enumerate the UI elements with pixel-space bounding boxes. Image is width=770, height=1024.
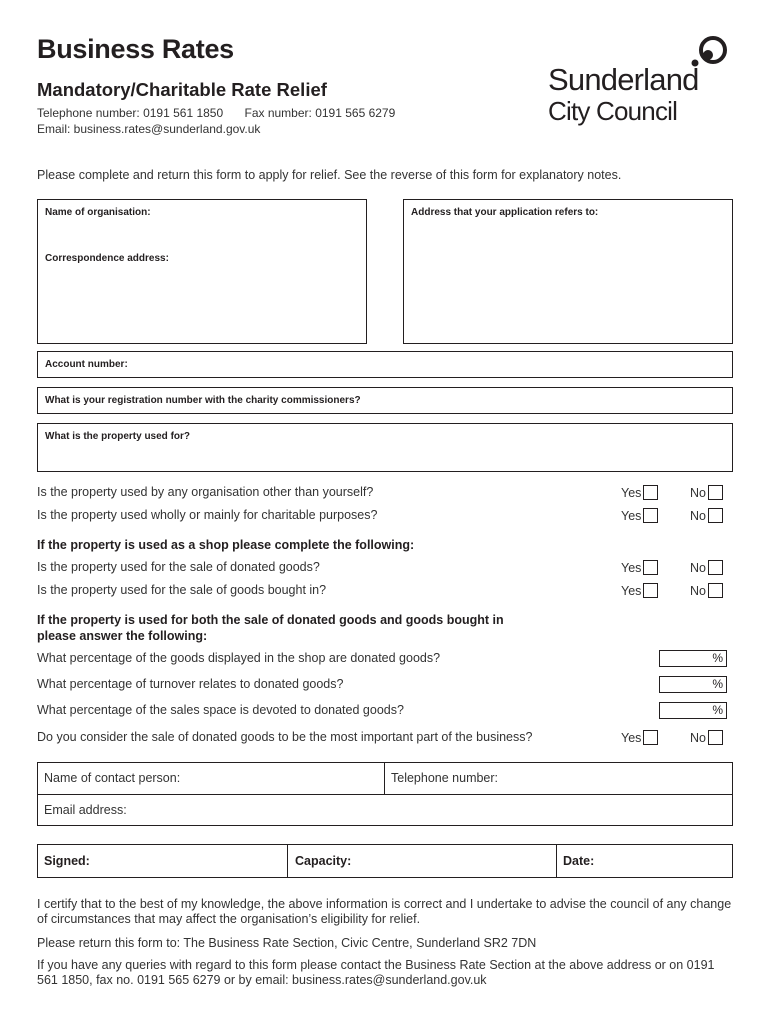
q8-yes[interactable] — [621, 730, 658, 745]
question-pct-goods-displayed: What percentage of the goods displayed in the shop are donated goods? — [37, 651, 441, 665]
organisation-box[interactable] — [37, 199, 367, 344]
q2-yes[interactable] — [621, 508, 658, 523]
logo-line-2: City Council — [548, 96, 678, 126]
certification-text: I certify that to the best of my knowledge, the above information is correct and I undertake to advise the council of any change of circumstances that may affect the organisation’s eligibility for relief. — [37, 897, 732, 926]
sunderland-logo — [548, 36, 738, 126]
page-title: Business Rates — [37, 34, 234, 64]
header-telephone: Telephone number: 0191 561 1850 — [37, 106, 224, 120]
question-pct-turnover: What percentage of turnover relates to donated goods? — [37, 677, 344, 691]
shop-section-heading: If the property is used as a shop please complete the following: — [37, 538, 415, 552]
both-section-heading-1: If the property is used for both the sale of donated goods and goods bought in — [37, 613, 504, 627]
account-number-label: Account number: — [45, 359, 128, 370]
queries-text: If you have any queries with regard to this form please contact the Business Rate Section at the above address or on 0191 561 1850, fax no. 0191 565 6279 or by email: business.rates@sunderland.gov.uk — [37, 958, 715, 987]
q8-yes-checkbox[interactable] — [643, 730, 658, 745]
q3-yes[interactable] — [621, 560, 658, 575]
no-label: No — [690, 584, 706, 598]
question-most-important-part: Do you consider the sale of donated goods to be the most important part of the business? — [37, 730, 533, 744]
signature-divider-2 — [556, 844, 557, 878]
application-address-label: Address that your application refers to: — [411, 207, 599, 218]
pct-sales-space-input[interactable]: % — [659, 702, 727, 719]
correspondence-address-label: Correspondence address: — [45, 253, 169, 264]
contact-telephone-field[interactable]: Telephone number: — [391, 771, 499, 785]
contact-name-field[interactable]: Name of contact person: — [44, 771, 181, 785]
header-contact-phone-fax — [37, 106, 413, 120]
registration-number-field[interactable] — [37, 387, 733, 414]
question-goods-bought-in: Is the property used for the sale of goods bought in? — [37, 583, 327, 597]
yes-label: Yes — [621, 731, 642, 745]
name-of-organisation-label: Name of organisation: — [45, 207, 151, 218]
no-label: No — [690, 486, 706, 500]
q1-yes[interactable] — [621, 485, 658, 500]
q4-no-checkbox[interactable] — [708, 583, 723, 598]
application-address-box[interactable] — [403, 199, 733, 344]
pct-goods-displayed-input[interactable]: % — [659, 650, 727, 667]
property-use-label: What is the property used for? — [45, 431, 191, 442]
signature-divider-1 — [287, 844, 288, 878]
q2-no-checkbox[interactable] — [708, 508, 723, 523]
capacity-field[interactable]: Capacity: — [295, 854, 352, 868]
no-label: No — [690, 509, 706, 523]
q3-no[interactable] — [690, 560, 723, 575]
question-pct-sales-space: What percentage of the sales space is devoted to donated goods? — [37, 703, 404, 717]
question-other-organisation: Is the property used by any organisation other than yourself? — [37, 485, 374, 499]
q2-yes-checkbox[interactable] — [643, 508, 658, 523]
yes-label: Yes — [621, 509, 642, 523]
q3-no-checkbox[interactable] — [708, 560, 723, 575]
page-subtitle: Mandatory/Charitable Rate Relief — [37, 79, 327, 100]
header-fax: Fax number: 0191 565 6279 — [244, 106, 396, 120]
intro-text: Please complete and return this form to apply for relief. See the reverse of this form for explanatory notes. — [37, 168, 622, 182]
q1-yes-checkbox[interactable] — [643, 485, 658, 500]
yes-label: Yes — [621, 584, 642, 598]
date-field[interactable]: Date: — [563, 854, 595, 868]
yes-label: Yes — [621, 561, 642, 575]
pct-turnover-input[interactable]: % — [659, 676, 727, 693]
logo-line-1: Sunderland — [548, 62, 699, 97]
registration-number-label: What is your registration number with the charity commissioners? — [45, 395, 361, 406]
no-label: No — [690, 561, 706, 575]
yes-label: Yes — [621, 486, 642, 500]
q8-no[interactable] — [690, 730, 723, 745]
q2-no[interactable] — [690, 508, 723, 523]
header-email: Email: business.rates@sunderland.gov.uk — [37, 122, 261, 136]
return-instructions: Please return this form to: The Business Rate Section, Civic Centre, Sunderland SR2 7DN — [37, 936, 537, 950]
q8-no-checkbox[interactable] — [708, 730, 723, 745]
signed-field[interactable]: Signed: — [44, 854, 90, 868]
question-donated-goods: Is the property used for the sale of donated goods? — [37, 560, 320, 574]
contact-table-column-divider — [384, 762, 385, 794]
contact-email-field[interactable]: Email address: — [44, 803, 127, 817]
property-use-field[interactable] — [37, 423, 733, 472]
q4-yes-checkbox[interactable] — [643, 583, 658, 598]
contact-table-divider — [37, 794, 733, 795]
q1-no-checkbox[interactable] — [708, 485, 723, 500]
q1-no[interactable] — [690, 485, 723, 500]
no-label: No — [690, 731, 706, 745]
q3-yes-checkbox[interactable] — [643, 560, 658, 575]
both-section-heading-2: please answer the following: — [37, 629, 208, 643]
question-charitable-purposes: Is the property used wholly or mainly for charitable purposes? — [37, 508, 378, 522]
account-number-field[interactable] — [37, 351, 733, 378]
signature-table — [37, 844, 733, 878]
q4-yes[interactable] — [621, 583, 658, 598]
q4-no[interactable] — [690, 583, 723, 598]
